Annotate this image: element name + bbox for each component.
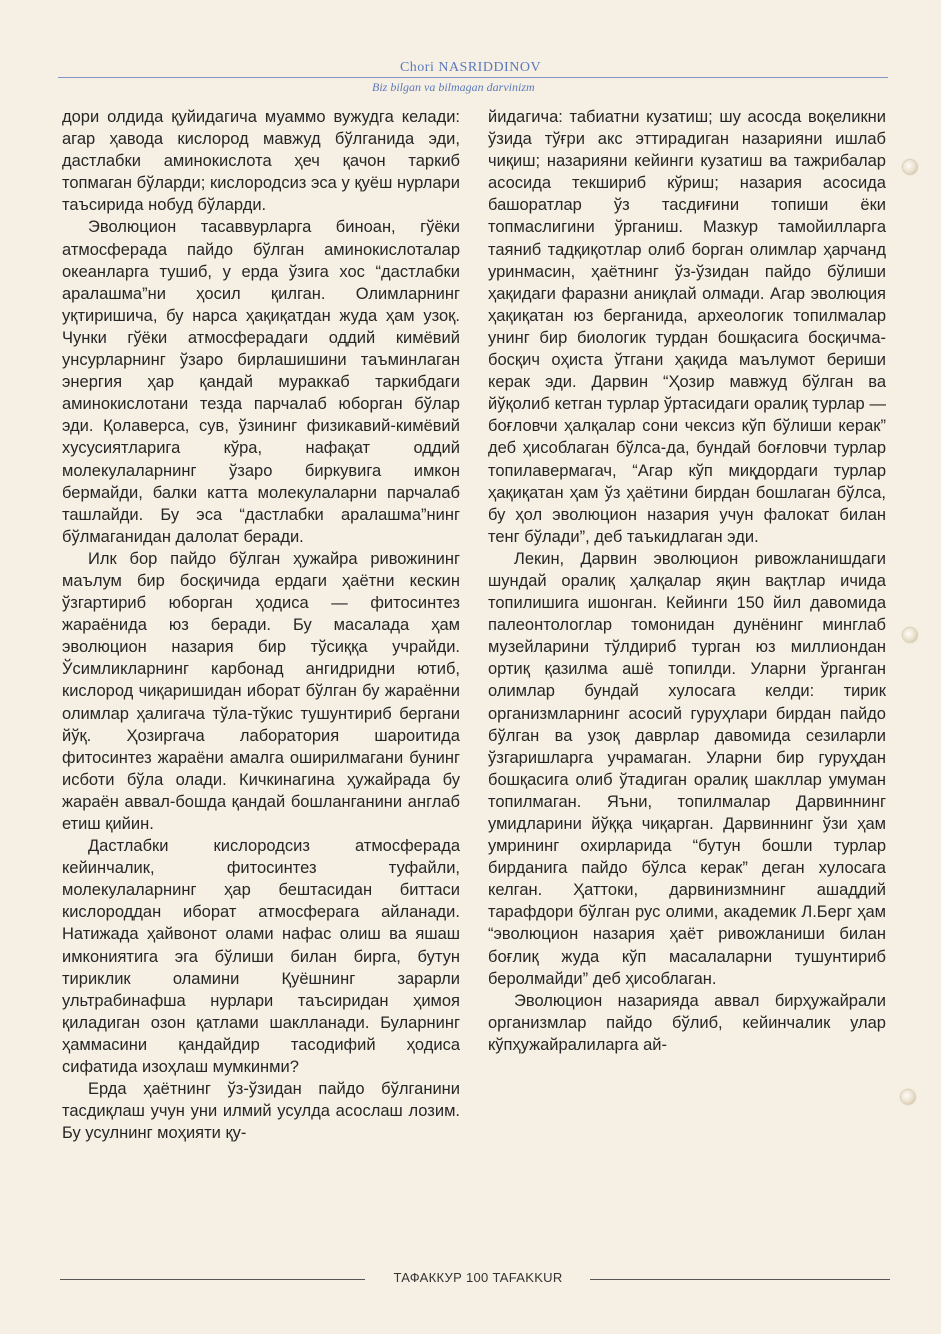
- paragraph: Лекин, Дарвин эволюцион ривожланишдаги шундай оралиқ ҳалқалар яқин вақтлар ичида топилишига ишонган. Кейинги 150 йил давомида палеонтологлар томонидан дунёнинг минглаб музейларини тўлдириб турган юз миллиондан ортиқ қазилма ашё топилди. Уларни ўрганган олимлар бундай хулосага келди: тирик организмларнинг асосий гуруҳлари бирдан пайдо бўлган ва узоқ даврлар давомида сезиларли ўзгаришларга учрамаган. Уларни бир гуруҳдан бошқасига олиб ўтадиган оралиқ шакллар умуман топилмаган. Яъни, топилмалар Дарвиннинг умидларини йўққа чиқарган. Дарвиннинг ўзи ҳам умрининг охирларида “бутун бошли турлар бирданига пайдо бўлса керак” деган хулосага келган. Ҳаттоки, дарвинизмнинг ашаддий тарафдори бўлган рус олими, академик Л.Берг ҳам “эволюцион назария ҳаёт ривожланиши билан боғлиқ жуда кўп масалаларни тушунтириб беролмайди” деб ҳисоблаган.: [488, 549, 886, 988]
- paragraph: йидагича: табиатни кузатиш; шу асосда воқеликни ўзида тўғри акс эттирадиган назарияни ишлаб чиқиш; назарияни кейинги кузатиш ва тажрибалар асосида текшириб кўриш; назария асосида башоратлар ўз тасдиғини топиши ёки топмаслигини ўрганиш. Мазкур тамойилларга таяниб тадқиқотлар олиб борган олимлар ҳарчанд уринмасин, ҳаётнинг ўз-ўзидан пайдо бўлиши ҳақидаги фаразни аниқлай олмади. Агар эволюция ҳақиқатан юз берганида, археологик топилмалар унинг бир биологик турдан бошқасига босқичма-босқич оҳиста ўтгани ҳақида маълумот бериши керак эди. Дарвин “Ҳозир мавжуд бўлган ва йўқолиб кетган турлар ўртасидаги оралиқ турлар — боғловчи ҳалқалар сони чексиз кўп бўлиши керак” деб ҳисоблаган бўлса-да, бундай боғловчи турлар топилавермагач, “Агар кўп миқдордаги турлар ҳақиқатан ҳам ўз ҳаётини бирдан бошлаган бўлса, бу ҳол эволюцион назария учун фалокат билан тенг бўлади”, деб таъкидлаган эди.: [488, 108, 886, 546]
- binder-hole-icon: [901, 1090, 915, 1104]
- right-column: [488, 106, 886, 1266]
- paragraph: Ерда ҳаётнинг ўз-ўзидан пайдо бўлганини тасдиқлаш учун уни илмий усулда асослаш лозим. Бу усулнинг моҳияти қу-: [62, 1080, 460, 1143]
- binder-hole-icon: [903, 628, 917, 642]
- paragraph: Дастлабки кислородсиз атмосферада кейинчалик, фитосинтез туфайли, молекулаларнинг ҳар бештасидан биттаси кислороддан иборат атмосферага айланади. Натижада ҳайвонот олами нафас олиш ва яшаш имкониятига эга бўлиши билан бирга, бутун тириклик оламини Қуёшнинг зарарли ультрабинафша нурлари таъсиридан ҳимоя қиладиган озон қатлами шаклланади. Буларнинг ҳаммасини қандайдир тасодифий ҳодиса сифатида изоҳлаш мумкинми?: [62, 837, 460, 1077]
- header-divider: [58, 77, 888, 78]
- paragraph: дори олдида қуйидагича муаммо вужудга келади: агар ҳавода кислород мавжуд бўлганида эди, дастлабки аминокислота ҳеч қачон таркиб топмаган бўларди; кислородсиз эса у қуёш нурлари таъсирида нобуд бўларди.: [62, 108, 460, 215]
- paragraph: Эволюцион назарияда аввал бирҳужайрали организмлар пайдо бўлиб, кейинчалик улар кўпҳужайралиларга ай-: [488, 991, 886, 1054]
- footer-rule-right: [590, 1279, 890, 1280]
- footer-rule-left: [60, 1279, 365, 1280]
- header-author: Chori NASRIDDINOV: [399, 60, 542, 75]
- left-column: [62, 106, 460, 1266]
- paragraph: Эволюцион тасаввурларга биноан, гўёки атмосферада пайдо бўлган аминокислоталар океанларга тушиб, у ерда ўзига хос “дастлабки аралашма”ни ҳосил қилган. Олимларнинг уқтиришича, бу нарса ҳақиқатдан жуда ҳам узоқ. Чунки гўёки атмосферадаги оддий кимёвий унсурларнинг ўзаро бирлашишини таъминлаган энергия ҳар қандай мураккаб таркибдаги аминокислотани тезда парчалаб юборган бўлар эди. Қолаверса, сув, ўзининг физикавий-кимёвий хусусиятларига кўра, нафақат оддий молекулаларнинг ўзаро биркувига имкон бермайди, балки катта молекулаларни парчалаб ташлайди. Бу эса “дастлабки аралашма”нинг бўлмаганидан далолат беради.: [62, 218, 460, 546]
- paragraph: Илк бор пайдо бўлган ҳужайра ривожининг маълум бир босқичида ердаги ҳаётни кескин ўзгартириб юборган ҳодиса — фитосинтез жараёнида юз беради. Бу масалада ҳам эволюцион назария бир тўсиққа учрайди. Ўсимликларнинг карбонад ангидридни ютиб, кислород чиқаришидан иборат бўлган бу жараённи олимлар ҳалигача тўла-тўкис тушунтириб бергани йўқ. Ҳозиргача лаборатория шароитида фитосинтез жараёни амалга оширилмагани бунинг исботи бўла олади. Кичкинагина ҳужайрада бу жараён аввал-бошда қандай бошланганини англаб етиш қийин.: [62, 549, 460, 833]
- binder-hole-icon: [903, 160, 917, 174]
- footer-page-label: ТАФАККУР 100 TAFAKKUR: [393, 1270, 563, 1285]
- header-subtitle: Biz bilgan va bilmagan darvinizm: [372, 80, 535, 94]
